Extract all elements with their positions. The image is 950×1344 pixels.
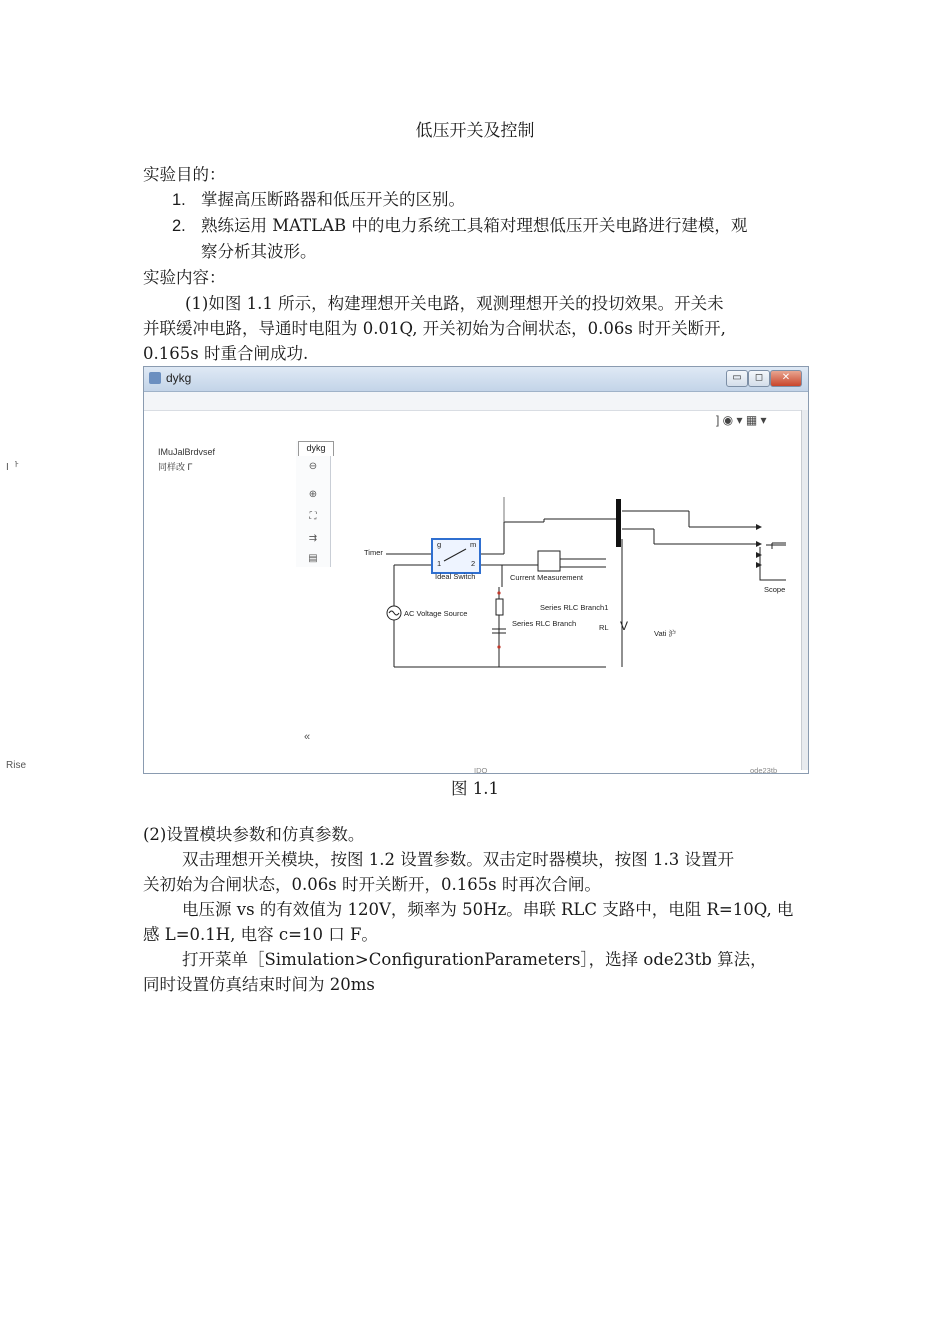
- para4-line1: 电压源 vs 的有效值为 120V，频率为 50Hz。串联 RLC 支路中，电阻 R=10Q, 电: [182, 900, 794, 919]
- maximize-icon[interactable]: ◻: [748, 370, 770, 387]
- margin-mark-top: Iᅡ: [6, 462, 19, 473]
- switch-port-g: g: [437, 540, 442, 549]
- annotation-icon[interactable]: ▤: [308, 553, 318, 564]
- series-rlc-label: Series RLC Branch: [512, 619, 577, 628]
- window-title: dykg: [166, 371, 192, 385]
- para3-line2: 关初始为合闸状态，0.06s 时开关断开，0.165s 时再次合闸。: [143, 875, 601, 894]
- toolbar-right-icons[interactable]: ] ◉ ▾ ▦ ▾: [716, 413, 767, 427]
- browser-text-1: IMuJalBrdvsef: [158, 447, 216, 457]
- status-left: IDO: [474, 766, 488, 775]
- close-icon[interactable]: ✕: [770, 370, 802, 387]
- content-heading: 实验内容：: [143, 268, 226, 287]
- zoom-icon[interactable]: ⊕: [308, 489, 318, 500]
- para2: (2)设置模块参数和仿真参数。: [143, 825, 365, 844]
- para5-line1: 打开菜单［Simulation>ConfigurationParameters］，选择 ode23tb 算法，: [182, 950, 767, 969]
- list-number-1: 1.: [172, 191, 186, 209]
- browser-text-2: 同样改 Γ: [158, 462, 193, 472]
- switch-port-1: 1: [437, 559, 442, 568]
- para4-line2: 感 L=0.1H, 电容 c=10 口 F。: [143, 925, 378, 944]
- para1-line3: 0.165s 时重合闸成功.: [143, 344, 309, 363]
- purpose-heading: 实验目的：: [143, 165, 226, 184]
- vm-symbol-icon: V: [620, 619, 629, 633]
- circuit-diagram: [144, 367, 808, 773]
- para1-line1: (1)如图 1.1 所示，构建理想开关电路，观测理想开关的投切效果。开关未: [185, 294, 724, 313]
- switch-port-2: 2: [471, 559, 476, 568]
- switch-port-m: m: [470, 540, 477, 549]
- current-measurement-label: Current Measurement: [510, 573, 583, 582]
- hide-icon[interactable]: ⊖: [308, 461, 318, 472]
- list-number-2: 2.: [172, 217, 186, 235]
- ideal-switch-label: Ideal Switch: [435, 572, 476, 581]
- fit-view-icon[interactable]: ⛶: [309, 511, 317, 522]
- scope-label: Scope: [764, 585, 786, 594]
- collapse-palette-icon[interactable]: «: [304, 731, 311, 743]
- para3-line1: 双击理想开关模块，按图 1.2 设置参数。双击定时器模块，按图 1.3 设置开: [182, 850, 734, 869]
- minimize-icon[interactable]: ▭: [726, 370, 748, 387]
- vati-label: Vati 沪: [654, 629, 676, 638]
- margin-mark-bottom: Rise: [6, 760, 27, 771]
- para1-line2: 并联缓冲电路，导通时电阻为 0.01Q, 开关初始为合闸状态，0.06s 时开关断开,: [143, 319, 726, 338]
- figure-caption: 图 1.1: [451, 779, 499, 798]
- ac-source-label: AC Voltage Source: [404, 609, 468, 618]
- series-rlc1-label: Series RLC Branch1: [540, 603, 609, 612]
- purpose-item-2-line1: 熟练运用 MATLAB 中的电力系统工具箱对理想低压开关电路进行建模，观: [201, 216, 748, 235]
- timer-label: Timer: [364, 548, 383, 557]
- purpose-item-1: 掌握高压断路器和低压开关的区别。: [201, 190, 465, 209]
- para5-line2: 同时设置仿真结束时间为 20ms: [143, 975, 375, 994]
- rl-label: RL: [599, 623, 609, 632]
- status-right: ode23tb: [750, 766, 778, 775]
- document-title: 低压开关及控制: [415, 121, 535, 141]
- simulink-screenshot: [143, 366, 809, 774]
- arrow-icon[interactable]: ⇉: [308, 533, 318, 544]
- purpose-item-2-line2: 察分析其波形。: [201, 242, 317, 261]
- palette-tab[interactable]: dykg: [298, 441, 334, 456]
